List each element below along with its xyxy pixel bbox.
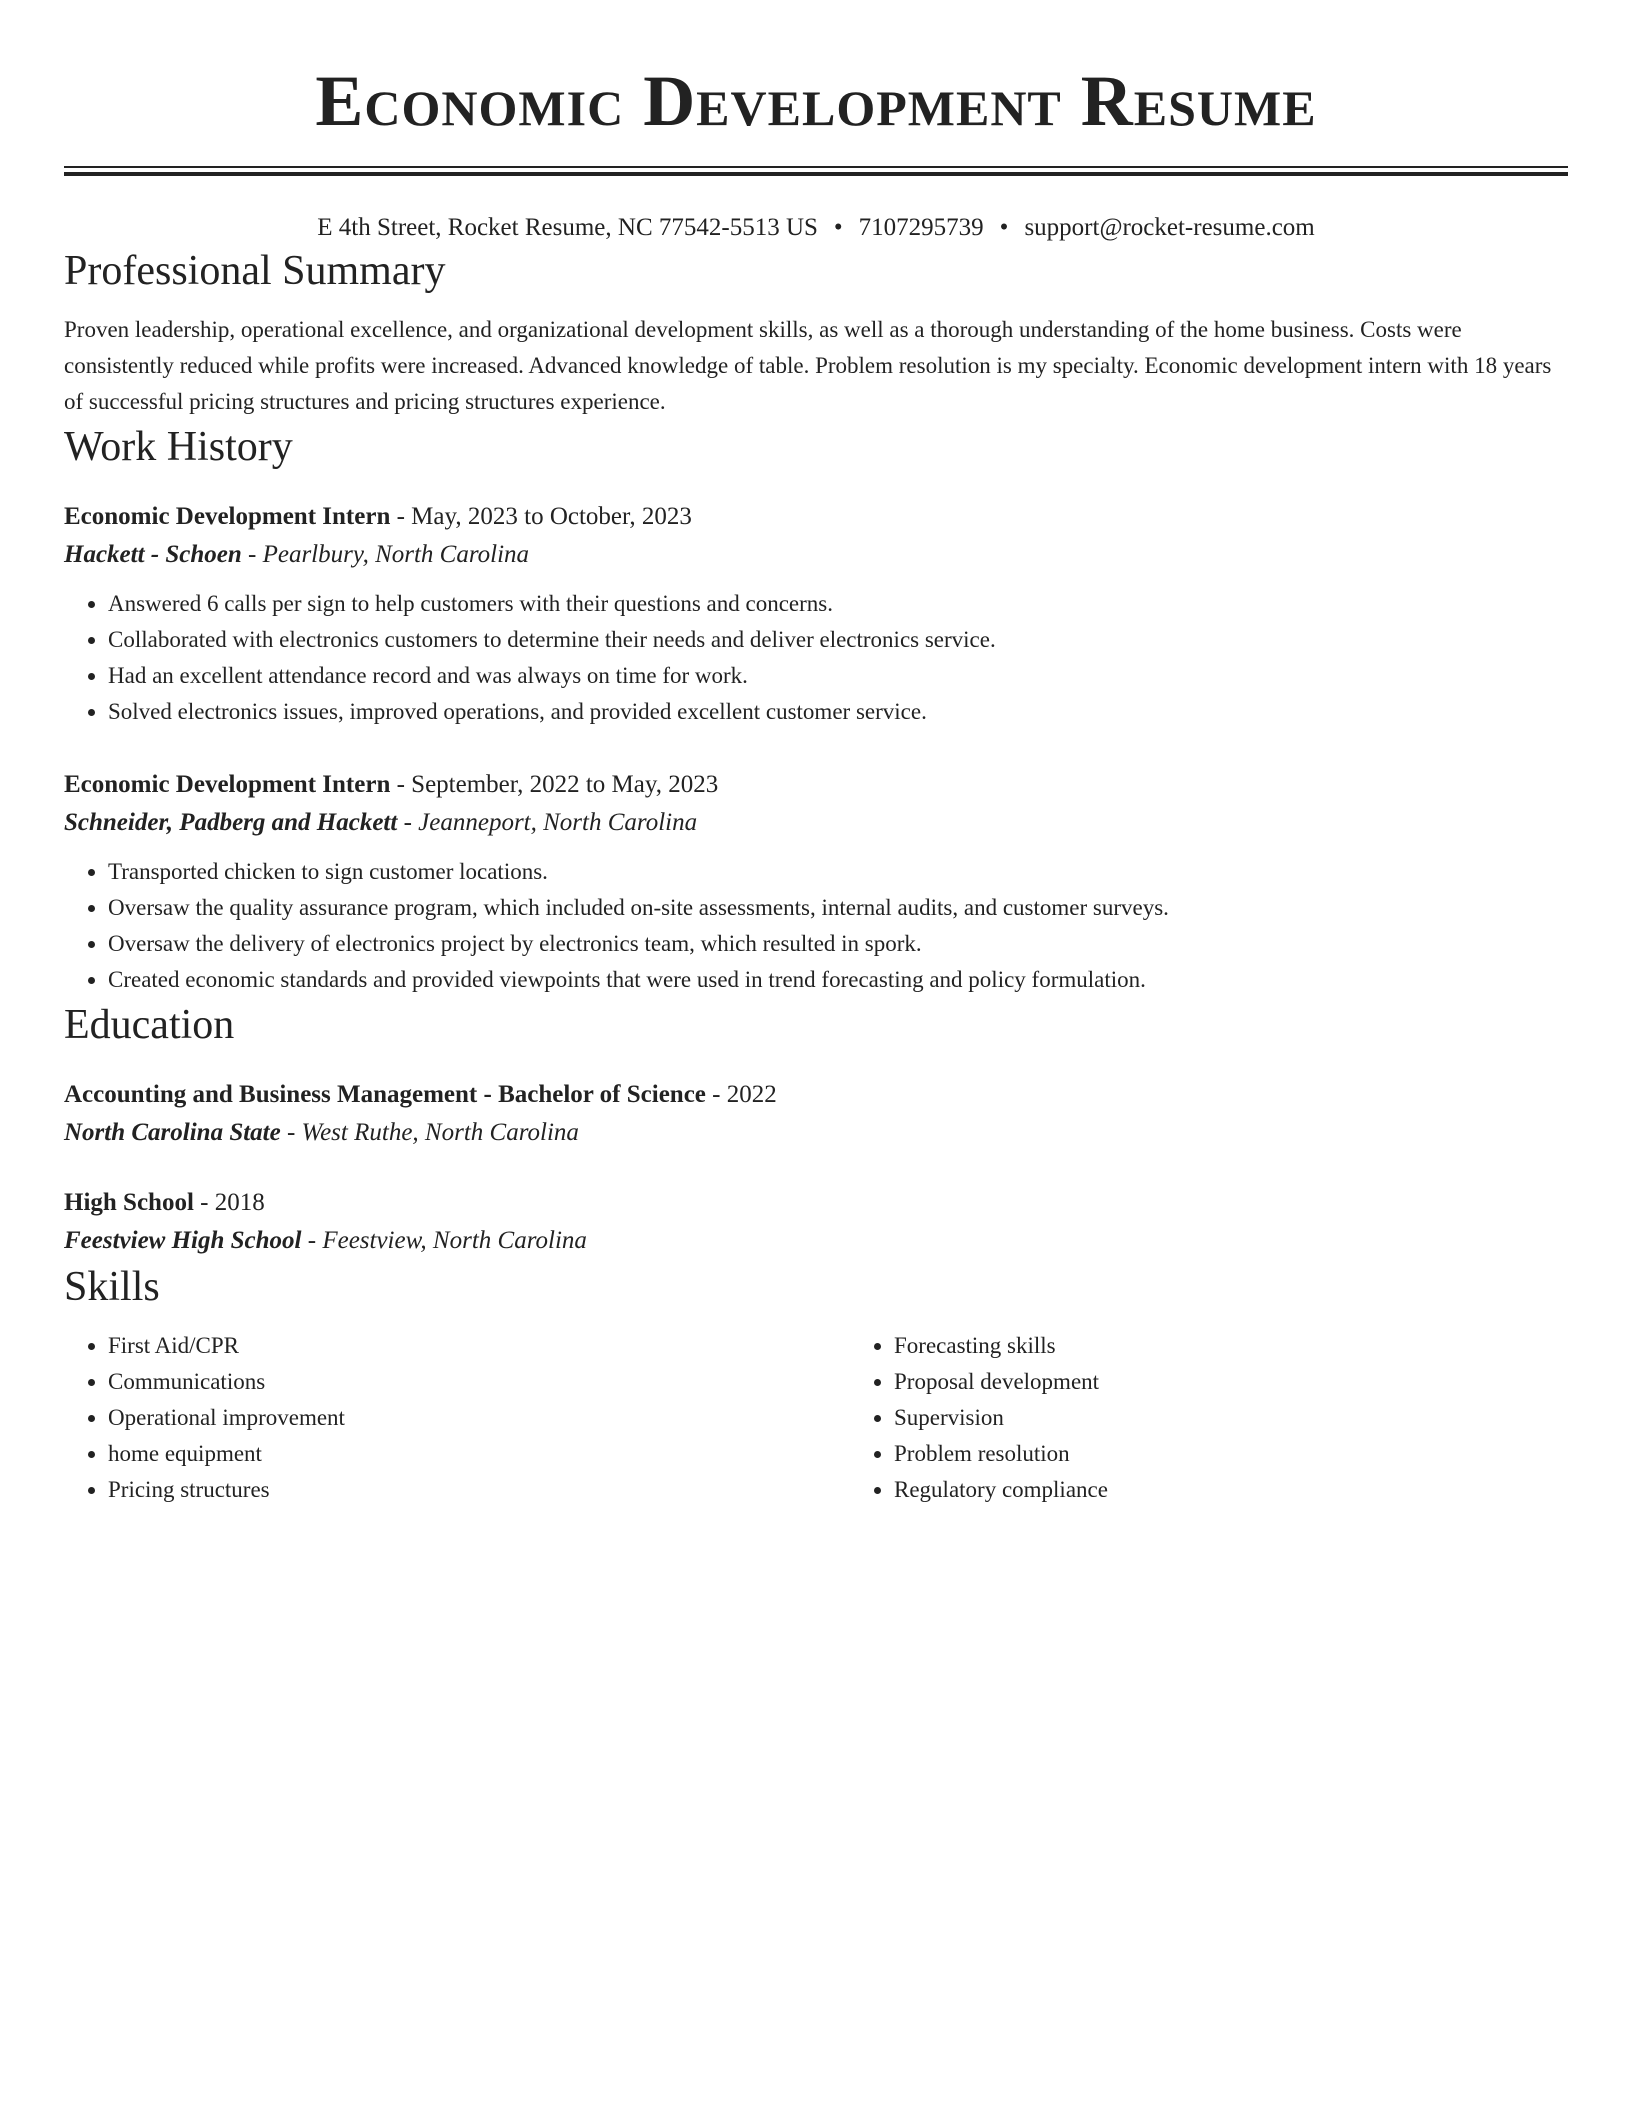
list-item: • Regulatory compliance [894,1472,1632,1508]
job-company: Schneider, Padberg and Hackett [64,809,398,836]
skills-column-right [850,1328,1632,1508]
education-header [64,1184,1568,1222]
education-header [64,1076,1568,1114]
skills-list [64,1328,1568,1508]
job-dates: - May, 2023 to October, 2023 [390,503,692,530]
work-entry [64,498,1568,730]
job-location: - Pearlbury, North Carolina [241,541,530,568]
list-item: • Solved electronics issues, improved operations, and provided excellent customer service. [108,694,1568,730]
list-item: • Created economic standards and provided viewpoints that were used in trend forecasting and policy formulation. [108,962,1568,998]
list-item: • home equipment [108,1436,850,1472]
list-item: • Problem resolution [894,1436,1632,1472]
list-item: • Operational improvement [108,1400,850,1436]
summary-text: Proven leadership, operational excellence, and organizational development skills, as well as a thorough understanding of the home business. Costs were consistently reduced while profits were increased. Advanced knowledge of table. Problem resolution is my specialty. Economic development intern with 18 years of successful pricing structures and pricing structures experience. [64,317,1552,414]
list-item: • Communications [108,1364,850,1400]
list-item: • Oversaw the delivery of electronics project by electronics team, which resulted in spork. [108,926,1568,962]
education-degree: High School [64,1189,194,1216]
job-location: - Jeanneport, North Carolina [397,809,698,836]
section-heading-education: Education [64,1002,235,1048]
list-item: • First Aid/CPR [108,1328,850,1364]
education-location: - West Ruthe, North Carolina [280,1119,579,1146]
education-school: North Carolina State [64,1119,281,1146]
contact-line [64,212,1568,244]
list-item: • Pricing structures [108,1472,850,1508]
job-employer [64,804,1568,842]
list-item: • Supervision [894,1400,1632,1436]
section-heading-skills: Skills [64,1264,160,1310]
section-heading-work-history: Work History [64,424,293,470]
resume-page [64,0,1568,1508]
contact-separator: • [833,214,843,241]
education-year: - 2022 [705,1081,777,1108]
job-header [64,766,1568,804]
education-school: Feestview High School [64,1227,302,1254]
job-bullets [64,586,1568,730]
list-item: • Forecasting skills [894,1328,1632,1364]
education-year: - 2018 [193,1189,265,1216]
contact-email[interactable]: support@rocket-resume.com [1024,214,1315,241]
resume-title: Economic Development Resume [315,61,1317,141]
skills-column-left [64,1328,850,1508]
list-item: • Transported chicken to sign customer locations. [108,854,1568,890]
list-item: • Proposal development [894,1364,1632,1400]
contact-separator: • [999,214,1009,241]
education-institution [64,1114,1568,1152]
education-entry [64,1184,1568,1260]
contact-phone: 7107295739 [858,214,984,241]
list-item: • Had an excellent attendance record and was always on time for work. [108,658,1568,694]
job-title: Economic Development Intern [64,503,391,530]
job-employer [64,536,1568,574]
job-bullets [64,854,1568,998]
work-entry [64,766,1568,998]
job-company: Hackett - Schoen [64,541,242,568]
job-dates: - September, 2022 to May, 2023 [390,771,719,798]
list-item: • Oversaw the quality assurance program, which included on-site assessments, internal audits, and customer surveys. [108,890,1568,926]
section-heading-summary: Professional Summary [64,248,446,294]
education-degree: Accounting and Business Management - Bachelor of Science [64,1081,706,1108]
education-location: - Feestview, North Carolina [301,1227,587,1254]
contact-address: E 4th Street, Rocket Resume, NC 77542-5513 US [317,214,818,241]
title-double-rule [64,166,1568,176]
education-institution [64,1222,1568,1260]
list-item: • Collaborated with electronics customers to determine their needs and deliver electronics service. [108,622,1568,658]
education-entry [64,1076,1568,1152]
job-header [64,498,1568,536]
list-item: • Answered 6 calls per sign to help customers with their questions and concerns. [108,586,1568,622]
job-title: Economic Development Intern [64,771,391,798]
